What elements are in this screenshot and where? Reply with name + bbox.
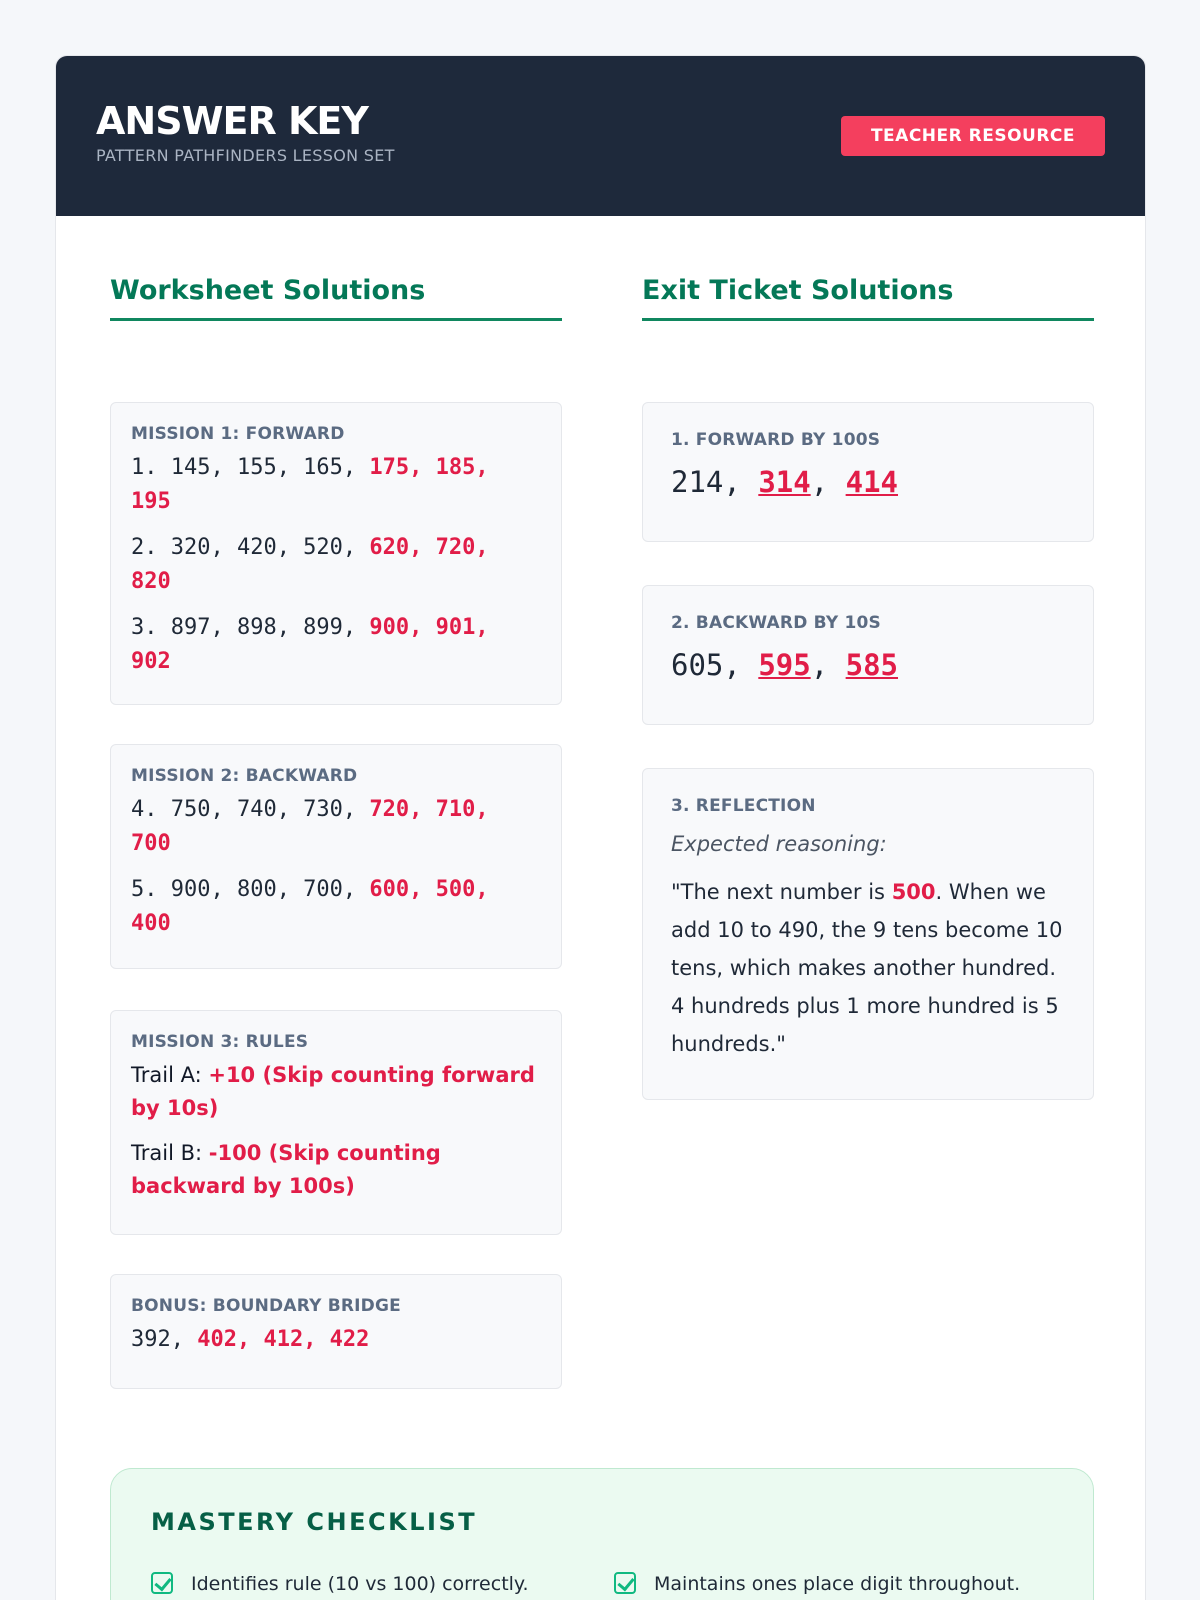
item-given: 1. 145, 155, 165,: [131, 455, 370, 480]
q1-answer-2: 414: [845, 465, 899, 499]
mission-3-label: MISSION 3: RULES: [131, 1032, 309, 1052]
quote-end: . When we add 10 to 490, the 9 tens become 10 tens, which makes another hundred. 4 hundreds plus 1 more hundred is 5 hundreds.": [671, 880, 1063, 1056]
q2-answer-1: 595: [758, 648, 811, 682]
answer-key-card: [55, 55, 1146, 1600]
item-given: 3. 897, 898, 899,: [131, 615, 370, 640]
item-answer: 900, 901, 902: [131, 615, 489, 674]
exit-ticket-solutions-column: [642, 274, 1094, 1056]
exit-q2-box: [642, 585, 1094, 725]
item-answer: 600, 500, 400: [131, 877, 489, 936]
mastery-checklist: [110, 1468, 1094, 1600]
mission-1-box: [110, 402, 562, 705]
mission-2-box: [110, 744, 562, 969]
checklist-item: [614, 1571, 1020, 1597]
q1-separator: ,: [810, 465, 846, 499]
expected-reasoning-label: Expected reasoning:: [671, 832, 887, 856]
mission-1-label: MISSION 1: FORWARD: [131, 424, 345, 444]
trail-a-label: Trail A:: [131, 1063, 209, 1087]
page-subtitle: PATTERN PATHFINDERS LESSON SET: [96, 146, 395, 165]
checklist-item-label: Maintains ones place digit throughout.: [654, 1573, 1021, 1595]
mission-1-item-1: [131, 451, 541, 519]
item-answer: 620, 720, 820: [131, 535, 489, 594]
page-header: [56, 56, 1145, 216]
exit-q1-answer: [671, 463, 1065, 501]
bonus-given: 392,: [131, 1327, 198, 1352]
mission-1-item-3: [131, 611, 541, 679]
quote-highlight: 500: [891, 880, 936, 904]
mission-3-box: [110, 1010, 562, 1235]
worksheet-solutions-heading: Worksheet Solutions: [110, 274, 562, 321]
mission-2-item-4: [131, 793, 541, 861]
exit-q1-box: [642, 402, 1094, 542]
page-title: ANSWER KEY: [96, 99, 368, 143]
q1-given: 214,: [671, 465, 759, 499]
checklist-item: [151, 1571, 529, 1597]
mastery-checklist-title: MASTERY CHECKLIST: [151, 1508, 478, 1536]
trail-a-rule: [131, 1059, 541, 1125]
bonus-sequence: [131, 1323, 541, 1357]
q1-answer-1: 314: [758, 465, 811, 499]
q2-separator: ,: [810, 648, 846, 682]
bonus-label: BONUS: BOUNDARY BRIDGE: [131, 1296, 401, 1316]
trail-b-rule: [131, 1137, 541, 1203]
exit-ticket-solutions-heading: Exit Ticket Solutions: [642, 274, 1094, 321]
q2-answer-2: 585: [845, 648, 899, 682]
exit-q3-box: [642, 768, 1094, 1100]
reflection-quote: [671, 873, 1065, 1063]
quote-start: "The next number is: [671, 880, 892, 904]
checklist-item-label: Identifies rule (10 vs 100) correctly.: [191, 1573, 529, 1595]
item-answer: 175, 185, 195: [131, 455, 489, 514]
checkbox-checked-icon: [151, 1572, 173, 1594]
worksheet-solutions-column: [110, 274, 562, 1352]
mission-2-label: MISSION 2: BACKWARD: [131, 766, 358, 786]
exit-q2-label: 2. BACKWARD BY 10S: [671, 613, 881, 633]
q2-given: 605,: [671, 648, 759, 682]
mission-1-item-2: [131, 531, 541, 599]
bonus-answer: 402, 412, 422: [197, 1327, 370, 1352]
exit-q1-label: 1. FORWARD BY 100S: [671, 430, 881, 450]
trail-b-label: Trail B:: [131, 1141, 209, 1165]
item-given: 5. 900, 800, 700,: [131, 877, 370, 902]
mission-2-item-5: [131, 873, 541, 941]
item-given: 4. 750, 740, 730,: [131, 797, 370, 822]
bonus-box: [110, 1274, 562, 1389]
item-answer: 720, 710, 700: [131, 797, 489, 856]
trail-a-answer: +10 (Skip counting forward by 10s): [131, 1063, 535, 1120]
item-given: 2. 320, 420, 520,: [131, 535, 370, 560]
exit-q2-answer: [671, 646, 1065, 684]
teacher-resource-badge: TEACHER RESOURCE: [841, 116, 1105, 156]
exit-q3-label: 3. REFLECTION: [671, 796, 816, 816]
checkbox-checked-icon: [614, 1572, 636, 1594]
trail-b-answer: -100 (Skip counting backward by 100s): [131, 1141, 441, 1198]
